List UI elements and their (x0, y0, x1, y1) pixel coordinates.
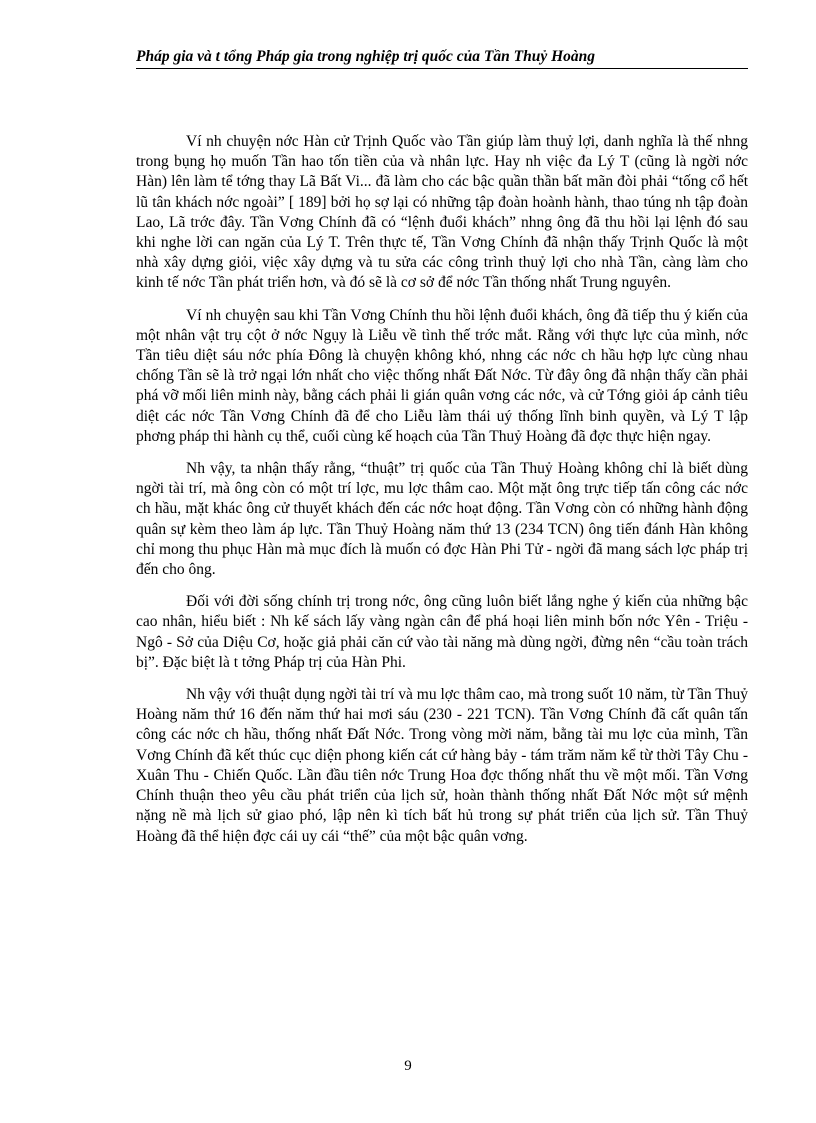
paragraph-2: Ví nh chuyện sau khi Tần Vơng Chính thu hồi lệnh đuổi khách, ông đã tiếp thu ý kiến của một nhân vật trụ cột ở nớc Ngụy là Liễu về tình thế trớc mắt. Rằng với thực lực của mình, nớc Tần tiêu diệt sáu nớc phía Đông là chuyện không khó, nhng các nớc ch hầu hợp lực cùng nhau chống Tần sẽ là trở ngại lớn nhất cho việc thống nhất Đất Nớc. Từ đây ông đã nhận thấy cần phải phá vỡ mối liên minh này, bằng cách phải li gián quân vơng các nớc, và cử Tớng giỏi áp cảnh tiêu diệt các nớc Tần Vơng Chính đã để cho Liễu làm thái uý thống lĩnh binh quyền, và Lý T lập phơng pháp thi hành cụ thể, cuối cùng kế hoạch của Tần Thuỷ Hoàng đã đợc thực hiện ngay. (136, 306, 748, 445)
document-body (136, 132, 748, 859)
paragraph-4: Đối với đời sống chính trị trong nớc, ông cũng luôn biết lắng nghe ý kiến của những bậc cao nhân, hiểu biết : Nh kế sách lấy vàng ngàn cân để phá hoại liên minh bốn nớc Yên - Triệu - Ngô - Sở của Diệu Cơ, hoặc giả phải căn cứ vào tài năng mà dùng ngời, đừng nên “cầu toàn trách bị”. Đặc biệt là t tởng Pháp trị của Hàn Phi. (136, 593, 748, 671)
paragraph-1: Ví nh chuyện nớc Hàn cử Trịnh Quốc vào Tần giúp làm thuỷ lợi, danh nghĩa là thế nhng trong bụng họ muốn Tần hao tốn tiền của và nhân lực. Hay nh việc đa Lý T (cũng là ngời nớc Hàn) lên làm tể tớng thay Lã Bất Vi... đã làm cho các bậc quần thần bất mãn đòi phải “tống cổ hết lũ tân khách nớc ngoài” [ 189] bởi họ sợ lại có những tập đoàn hoành hành, thao túng nh tập đoàn Lao, Lã trớc đây. Tần Vơng Chính đã có “lệnh đuổi khách” nhng ông đã thu hồi lại lệnh đó sau khi nghe lời can ngăn của Lý T. Trên thực tế, Tần Vơng Chính đã nhận thấy Trịnh Quốc là một nhà xây dựng giỏi, việc xây dựng và tu sửa các công trình thuỷ lợi cho nhà Tần, càng làm cho kinh tế nớc Tần phát triển hơn, và đó sẽ là cơ sở để nớc Tần thống nhất Trung nguyên. (136, 133, 748, 292)
page-number: 9 (404, 1058, 412, 1074)
paragraph-3: Nh vậy, ta nhận thấy rằng, “thuật” trị quốc của Tần Thuỷ Hoàng không chỉ là biết dùng ngời tài trí, mà ông còn có một trí lợc, mu lợc thâm cao. Một mặt ông trực tiếp tấn công các nớc ch hầu, mặt khác ông cử thuyết khách đến các nớc hoạt động. Tần Vơng còn có những hành động quân sự kèm theo làm áp lực. Tần Thuỷ Hoàng năm thứ 13 (234 TCN) ông tiến đánh Hàn không chỉ mong thu phục Hàn mà mục đích là muốn có đợc Hàn Phi Tử - ngời đã mang sách lợc pháp trị đến cho ông. (136, 460, 748, 579)
running-header: Pháp gia và t tổng Pháp gia trong nghiệp trị quốc của Tần Thuỷ Hoàng (136, 48, 748, 69)
paragraph-5: Nh vậy với thuật dụng ngời tài trí và mu lợc thâm cao, mà trong suốt 10 năm, từ Tần Thuỷ Hoàng năm thứ 16 đến năm thứ hai mơi sáu (230 - 221 TCN). Tần Vơng Chính đã cất quân tấn công các nớc ch hầu, thống nhất Đất Nớc. Trong vòng mời năm, bằng tài mu lợc của mình, Tần Vơng Chính đã kết thúc cục diện phong kiến cát cứ hàng bảy - tám trăm năm kể từ thời Tây Chu - Xuân Thu - Chiến Quốc. Lần đầu tiên nớc Trung Hoa đợc thống nhất thu về một mối. Tần Vơng Chính thuận theo yêu cầu phát triển của lịch sử, hoàn thành thống nhất Đất Nớc một sứ mệnh nặng nề mà lịch sử giao phó, lập nên kì tích bất hủ trong sự phát triển của lịch sử. Tần Thuỷ Hoàng đã thể hiện đợc cái uy cái “thế” của một bậc quân vơng. (136, 686, 748, 845)
